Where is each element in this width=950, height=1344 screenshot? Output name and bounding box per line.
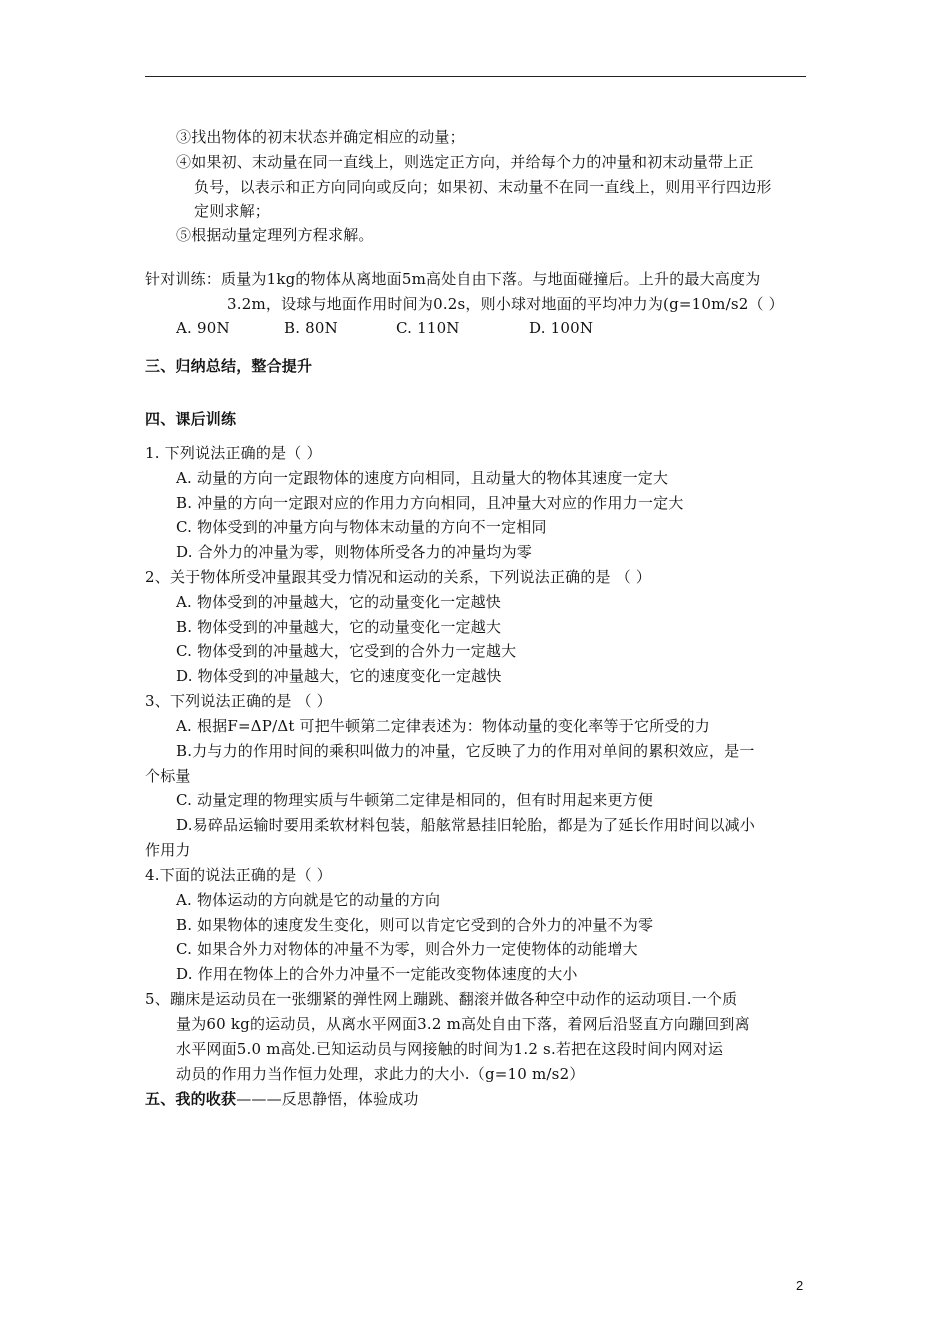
q2-option-b: B. 物体受到的冲量越大，它的动量变化一定越大 xyxy=(176,618,502,636)
step-4-line-2: 负号，以表示和正方向同向或反向；如果初、末动量不在同一直线上，则用平行四边形 xyxy=(194,178,772,196)
q1-option-d: D. 合外力的冲量为零，则物体所受各力的冲量均为零 xyxy=(176,543,533,561)
section-5-subtitle: ———反思静悟，体验成功 xyxy=(236,1090,419,1108)
q4-option-d: D. 作用在物体上的合外力冲量不一定能改变物体速度的大小 xyxy=(176,965,578,983)
step-4-line-3: 定则求解； xyxy=(194,202,271,220)
q3-option-d-line-2: 作用力 xyxy=(145,841,191,859)
step-4-line-1: ④如果初、末动量在同一直线上，则选定正方向，并给每个力的冲量和初末动量带上正 xyxy=(176,153,754,171)
section-3-heading: 三、归纳总结，整合提升 xyxy=(145,357,313,375)
q1-option-b: B. 冲量的方向一定跟对应的作用力方向相同，且冲量大对应的作用力一定大 xyxy=(176,494,684,512)
q5-line-1: 5、蹦床是运动员在一张绷紧的弹性网上蹦跳、翻滚并做各种空中动作的运动项目.一个质 xyxy=(145,990,738,1008)
practice-option-b: B. 80N xyxy=(284,319,338,337)
q4-option-b: B. 如果物体的速度发生变化，则可以肯定它受到的合外力的冲量不为零 xyxy=(176,916,654,934)
q2-option-a: A. 物体受到的冲量越大，它的动量变化一定越快 xyxy=(176,593,501,611)
practice-option-a: A. 90N xyxy=(176,319,230,337)
q3-option-b-line-2: 个标量 xyxy=(145,767,191,785)
q1-option-a: A. 动量的方向一定跟物体的速度方向相同，且动量大的物体其速度一定大 xyxy=(176,469,669,487)
q4-option-a: A. 物体运动的方向就是它的动量的方向 xyxy=(176,891,441,909)
q5-line-4: 动员的作用力当作恒力处理，求此力的大小.（g=10 m/s2） xyxy=(176,1065,585,1083)
q3-option-b-line-1: B.力与力的作用时间的乘积叫做力的冲量，它反映了力的作用对单间的累积效应，是一 xyxy=(176,742,755,760)
q5-line-2: 量为60 kg的运动员，从离水平网面3.2 m高处自由下落，着网后沿竖直方向蹦回到离 xyxy=(176,1015,750,1033)
step-3: ③找出物体的初末状态并确定相应的动量； xyxy=(176,128,465,146)
q2-option-c: C. 物体受到的冲量越大，它受到的合外力一定越大 xyxy=(176,642,517,660)
q3-option-d-line-1: D.易碎品运输时要用柔软材料包装，船舷常悬挂旧轮胎，都是为了延长作用时间以减小 xyxy=(176,816,756,834)
header-rule xyxy=(145,76,806,77)
section-5-heading xyxy=(145,1090,419,1109)
q3-option-c: C. 动量定理的物理实质与牛顿第二定律是相同的，但有时用起来更方便 xyxy=(176,791,654,809)
practice-options xyxy=(176,319,593,338)
q3-option-a: A. 根据F=ΔP/Δt 可把牛顿第二定律表述为：物体动量的变化率等于它所受的力 xyxy=(176,717,710,735)
q3-stem: 3、下列说法正确的是 （ ） xyxy=(145,692,332,710)
practice-line-2: 3.2m，设球与地面作用时间为0.2s，则小球对地面的平均冲力为(g=10m/s2（ ） xyxy=(227,295,784,313)
page-number: 2 xyxy=(796,1278,804,1293)
practice-line-1: 针对训练：质量为1kg的物体从离地面5m高处自由下落。与地面碰撞后。上升的最大高度为 xyxy=(145,270,761,288)
q1-stem: 1. 下列说法正确的是（ ） xyxy=(145,444,322,462)
q5-line-3: 水平网面5.0 m高处.已知运动员与网接触的时间为1.2 s.若把在这段时间内网对运 xyxy=(176,1040,724,1058)
q2-stem: 2、关于物体所受冲量跟其受力情况和运动的关系，下列说法正确的是 （ ） xyxy=(145,568,652,586)
q4-stem: 4.下面的说法正确的是（ ） xyxy=(145,866,332,884)
step-5: ⑤根据动量定理列方程求解。 xyxy=(176,226,374,244)
q4-option-c: C. 如果合外力对物体的冲量不为零，则合外力一定使物体的动能增大 xyxy=(176,940,638,958)
section-4-heading: 四、课后训练 xyxy=(145,410,237,428)
q2-option-d: D. 物体受到的冲量越大，它的速度变化一定越快 xyxy=(176,667,502,685)
practice-option-d: D. 100N xyxy=(529,319,594,337)
q1-option-c: C. 物体受到的冲量方向与物体末动量的方向不一定相同 xyxy=(176,518,547,536)
section-5-title: 五、我的收获 xyxy=(145,1090,237,1108)
practice-option-c: C. 110N xyxy=(396,319,460,337)
